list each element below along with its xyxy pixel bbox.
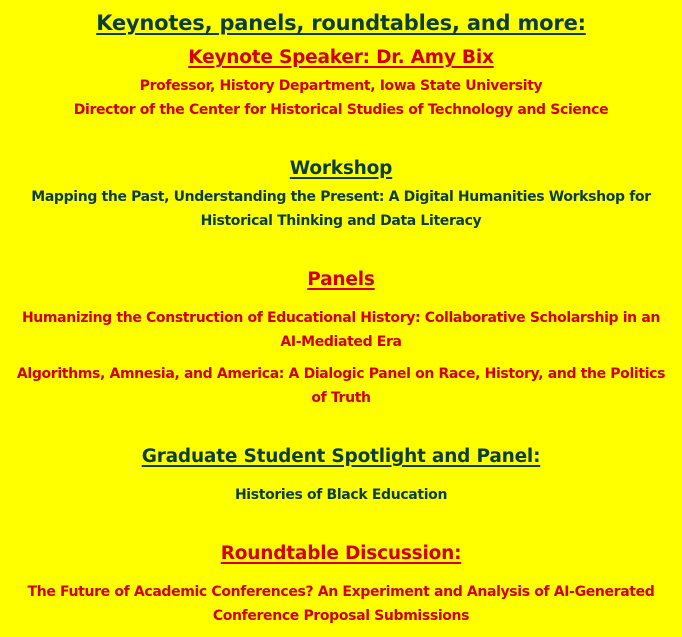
keynote-line-1: Professor, History Department, Iowa State University (139, 78, 543, 94)
panel-2-line-2: of Truth (311, 390, 371, 406)
workshop-heading: Workshop (289, 158, 393, 179)
roundtable-line-2: Conference Proposal Submissions (212, 608, 470, 624)
roundtable-line-1: The Future of Academic Conferences? An Experiment and Analysis of AI-Generated (27, 584, 655, 600)
keynote-line-2: Director of the Center for Historical Studies of Technology and Science (73, 102, 609, 118)
roundtable-heading: Roundtable Discussion: (220, 543, 462, 564)
graduate-heading: Graduate Student Spotlight and Panel: (141, 446, 541, 467)
keynote-heading: Keynote Speaker: Dr. Amy Bix (188, 47, 494, 68)
panels-heading: Panels (307, 269, 375, 290)
graduate-line-1: Histories of Black Education (234, 487, 448, 503)
workshop-line-2: Historical Thinking and Data Literacy (200, 213, 482, 229)
panel-1-line-1: Humanizing the Construction of Educational History: Collaborative Scholarship in an (21, 310, 661, 326)
panel-1-line-2: AI-Mediated Era (280, 334, 402, 350)
workshop-line-1: Mapping the Past, Understanding the Present: A Digital Humanities Workshop for (31, 189, 651, 205)
main-heading: Keynotes, panels, roundtables, and more: (96, 11, 586, 35)
panel-2-line-1: Algorithms, Amnesia, and America: A Dialogic Panel on Race, History, and the Politics (16, 366, 666, 382)
